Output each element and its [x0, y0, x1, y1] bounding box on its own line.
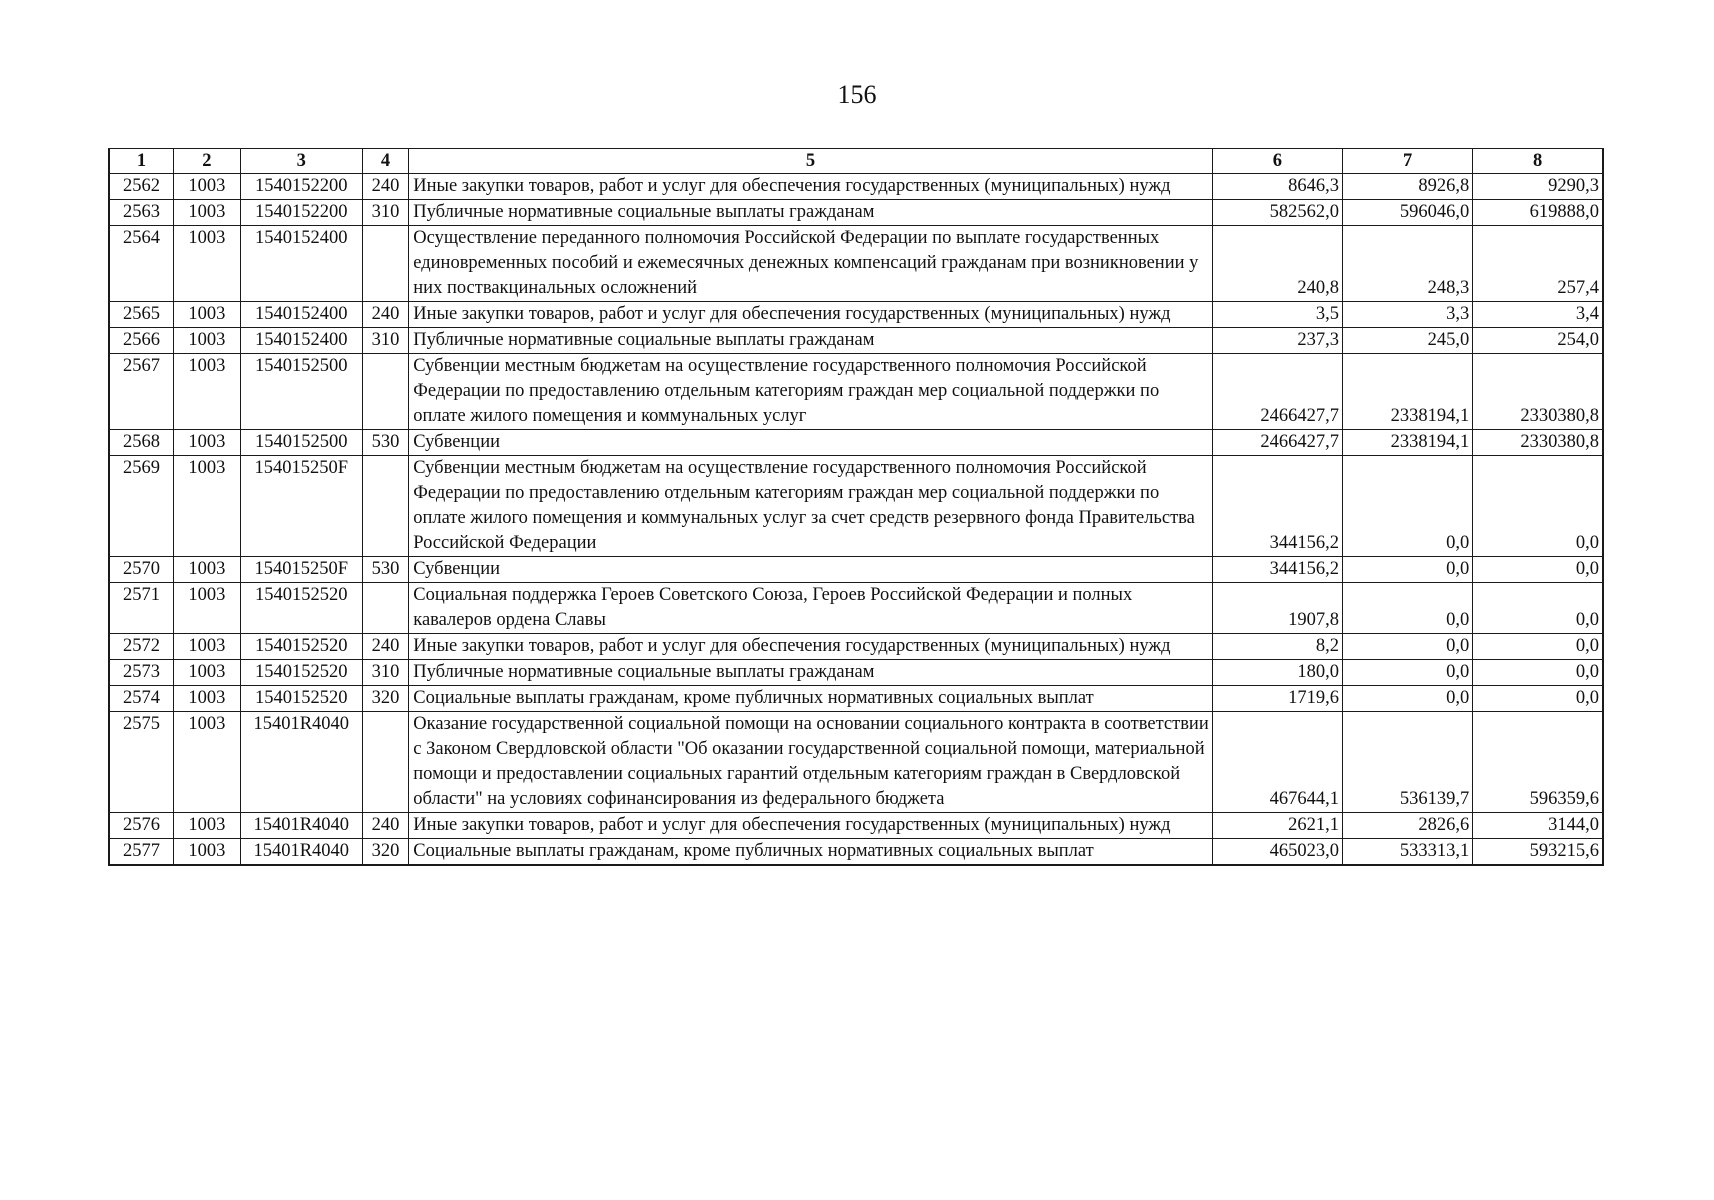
amount-col-7: 0,0	[1343, 660, 1473, 686]
row-number: 2573	[109, 660, 174, 686]
table-row	[109, 174, 1603, 200]
header-col-1: 1	[109, 149, 174, 174]
amount-col-8: 9290,3	[1473, 174, 1603, 200]
target-code: 1540152500	[240, 430, 362, 456]
amount-col-7: 0,0	[1343, 686, 1473, 712]
table-row	[109, 430, 1603, 456]
amount-col-7: 0,0	[1343, 634, 1473, 660]
section-code: 1003	[174, 660, 241, 686]
target-code: 15401R4040	[240, 813, 362, 839]
amount-col-6: 344156,2	[1212, 456, 1342, 557]
table-row	[109, 634, 1603, 660]
amount-col-7: 2826,6	[1343, 813, 1473, 839]
expense-type: 310	[362, 200, 408, 226]
header-col-6: 6	[1212, 149, 1342, 174]
description: Иные закупки товаров, работ и услуг для обеспечения государственных (муниципальных) нужд	[409, 174, 1213, 200]
table-row	[109, 686, 1603, 712]
expense-type	[362, 583, 408, 634]
table-row	[109, 302, 1603, 328]
section-code: 1003	[174, 302, 241, 328]
amount-col-8: 0,0	[1473, 634, 1603, 660]
amount-col-6: 1719,6	[1212, 686, 1342, 712]
amount-col-7: 248,3	[1343, 226, 1473, 302]
budget-table	[108, 148, 1604, 866]
table-row	[109, 813, 1603, 839]
target-code: 1540152520	[240, 583, 362, 634]
table-row	[109, 200, 1603, 226]
table-row	[109, 839, 1603, 866]
table-body	[109, 174, 1603, 866]
description: Субвенции местным бюджетам на осуществление государственного полномочия Российской Федерации по предоставлению отдельным категориям граждан мер социальной поддержки по оплате жилого помещения и коммунальных услуг за счет средств резервного фонда Правительства Российской Федерации	[409, 456, 1213, 557]
description: Оказание государственной социальной помощи на основании социального контракта в соответствии с Законом Свердловской области "Об оказании государственной социальной помощи, материальной помощи и предоставлении социальных гарантий отдельным категориям граждан в Свердловской области" на условиях софинансирования из федерального бюджета	[409, 712, 1213, 813]
header-col-4: 4	[362, 149, 408, 174]
amount-col-6: 8646,3	[1212, 174, 1342, 200]
section-code: 1003	[174, 174, 241, 200]
amount-col-8: 0,0	[1473, 557, 1603, 583]
amount-col-7: 245,0	[1343, 328, 1473, 354]
amount-col-7: 3,3	[1343, 302, 1473, 328]
expense-type: 320	[362, 839, 408, 866]
table-row	[109, 226, 1603, 302]
amount-col-7: 8926,8	[1343, 174, 1473, 200]
amount-col-7: 2338194,1	[1343, 430, 1473, 456]
row-number: 2562	[109, 174, 174, 200]
table-row	[109, 712, 1603, 813]
row-number: 2563	[109, 200, 174, 226]
section-code: 1003	[174, 813, 241, 839]
amount-col-6: 2466427,7	[1212, 354, 1342, 430]
expense-type: 240	[362, 813, 408, 839]
table-row	[109, 354, 1603, 430]
amount-col-7: 0,0	[1343, 456, 1473, 557]
amount-col-6: 2621,1	[1212, 813, 1342, 839]
description: Субвенции	[409, 430, 1213, 456]
expense-type	[362, 456, 408, 557]
section-code: 1003	[174, 328, 241, 354]
amount-col-6: 180,0	[1212, 660, 1342, 686]
amount-col-6: 1907,8	[1212, 583, 1342, 634]
amount-col-6: 467644,1	[1212, 712, 1342, 813]
expense-type: 310	[362, 328, 408, 354]
row-number: 2577	[109, 839, 174, 866]
target-code: 1540152520	[240, 660, 362, 686]
description: Публичные нормативные социальные выплаты гражданам	[409, 328, 1213, 354]
amount-col-8: 619888,0	[1473, 200, 1603, 226]
amount-col-8: 0,0	[1473, 583, 1603, 634]
section-code: 1003	[174, 583, 241, 634]
row-number: 2564	[109, 226, 174, 302]
amount-col-8: 2330380,8	[1473, 354, 1603, 430]
amount-col-8: 0,0	[1473, 686, 1603, 712]
row-number: 2569	[109, 456, 174, 557]
section-code: 1003	[174, 839, 241, 866]
description: Публичные нормативные социальные выплаты гражданам	[409, 200, 1213, 226]
amount-col-7: 536139,7	[1343, 712, 1473, 813]
description: Субвенции	[409, 557, 1213, 583]
description: Иные закупки товаров, работ и услуг для обеспечения государственных (муниципальных) нужд	[409, 302, 1213, 328]
description: Иные закупки товаров, работ и услуг для обеспечения государственных (муниципальных) нужд	[409, 634, 1213, 660]
description: Социальная поддержка Героев Советского Союза, Героев Российской Федерации и полных кавалеров ордена Славы	[409, 583, 1213, 634]
target-code: 154015250F	[240, 456, 362, 557]
amount-col-6: 237,3	[1212, 328, 1342, 354]
header-col-3: 3	[240, 149, 362, 174]
target-code: 1540152400	[240, 302, 362, 328]
amount-col-8: 0,0	[1473, 660, 1603, 686]
section-code: 1003	[174, 354, 241, 430]
target-code: 1540152520	[240, 634, 362, 660]
amount-col-6: 465023,0	[1212, 839, 1342, 866]
amount-col-8: 3,4	[1473, 302, 1603, 328]
description: Социальные выплаты гражданам, кроме публичных нормативных социальных выплат	[409, 839, 1213, 866]
expense-type: 310	[362, 660, 408, 686]
page-number: 156	[837, 80, 877, 109]
row-number: 2575	[109, 712, 174, 813]
amount-col-8: 0,0	[1473, 456, 1603, 557]
row-number: 2574	[109, 686, 174, 712]
amount-col-7: 533313,1	[1343, 839, 1473, 866]
target-code: 15401R4040	[240, 712, 362, 813]
amount-col-7: 0,0	[1343, 583, 1473, 634]
section-code: 1003	[174, 430, 241, 456]
header-row	[109, 149, 1603, 174]
section-code: 1003	[174, 557, 241, 583]
row-number: 2571	[109, 583, 174, 634]
row-number: 2567	[109, 354, 174, 430]
table-row	[109, 557, 1603, 583]
amount-col-7: 2338194,1	[1343, 354, 1473, 430]
section-code: 1003	[174, 200, 241, 226]
section-code: 1003	[174, 634, 241, 660]
row-number: 2570	[109, 557, 174, 583]
amount-col-8: 3144,0	[1473, 813, 1603, 839]
header-col-2: 2	[174, 149, 241, 174]
expense-type: 240	[362, 634, 408, 660]
amount-col-8: 596359,6	[1473, 712, 1603, 813]
table-row	[109, 660, 1603, 686]
target-code: 1540152400	[240, 226, 362, 302]
amount-col-8: 257,4	[1473, 226, 1603, 302]
amount-col-8: 593215,6	[1473, 839, 1603, 866]
section-code: 1003	[174, 686, 241, 712]
table-row	[109, 328, 1603, 354]
expense-type	[362, 354, 408, 430]
expense-type	[362, 226, 408, 302]
target-code: 154015250F	[240, 557, 362, 583]
amount-col-7: 596046,0	[1343, 200, 1473, 226]
expense-type: 240	[362, 302, 408, 328]
amount-col-8: 2330380,8	[1473, 430, 1603, 456]
amount-col-8: 254,0	[1473, 328, 1603, 354]
row-number: 2565	[109, 302, 174, 328]
target-code: 1540152200	[240, 174, 362, 200]
amount-col-7: 0,0	[1343, 557, 1473, 583]
description: Осуществление переданного полномочия Российской Федерации по выплате государственных единовременных пособий и ежемесячных денежных компенсаций гражданам при возникновении у них поствакцинальных осложнений	[409, 226, 1213, 302]
amount-col-6: 3,5	[1212, 302, 1342, 328]
description: Иные закупки товаров, работ и услуг для обеспечения государственных (муниципальных) нужд	[409, 813, 1213, 839]
table-row	[109, 583, 1603, 634]
expense-type	[362, 712, 408, 813]
header-col-7: 7	[1343, 149, 1473, 174]
row-number: 2576	[109, 813, 174, 839]
description: Социальные выплаты гражданам, кроме публичных нормативных социальных выплат	[409, 686, 1213, 712]
target-code: 15401R4040	[240, 839, 362, 866]
section-code: 1003	[174, 226, 241, 302]
description: Публичные нормативные социальные выплаты гражданам	[409, 660, 1213, 686]
row-number: 2566	[109, 328, 174, 354]
section-code: 1003	[174, 712, 241, 813]
target-code: 1540152400	[240, 328, 362, 354]
expense-type: 240	[362, 174, 408, 200]
target-code: 1540152500	[240, 354, 362, 430]
expense-type: 530	[362, 557, 408, 583]
table-row	[109, 456, 1603, 557]
target-code: 1540152520	[240, 686, 362, 712]
expense-type: 320	[362, 686, 408, 712]
row-number: 2572	[109, 634, 174, 660]
amount-col-6: 2466427,7	[1212, 430, 1342, 456]
header-col-8: 8	[1473, 149, 1603, 174]
header-col-5: 5	[409, 149, 1213, 174]
amount-col-6: 344156,2	[1212, 557, 1342, 583]
target-code: 1540152200	[240, 200, 362, 226]
section-code: 1003	[174, 456, 241, 557]
description: Субвенции местным бюджетам на осуществление государственного полномочия Российской Федерации по предоставлению отдельным категориям граждан мер социальной поддержки по оплате жилого помещения и коммунальных услуг	[409, 354, 1213, 430]
row-number: 2568	[109, 430, 174, 456]
amount-col-6: 8,2	[1212, 634, 1342, 660]
expense-type: 530	[362, 430, 408, 456]
amount-col-6: 582562,0	[1212, 200, 1342, 226]
amount-col-6: 240,8	[1212, 226, 1342, 302]
